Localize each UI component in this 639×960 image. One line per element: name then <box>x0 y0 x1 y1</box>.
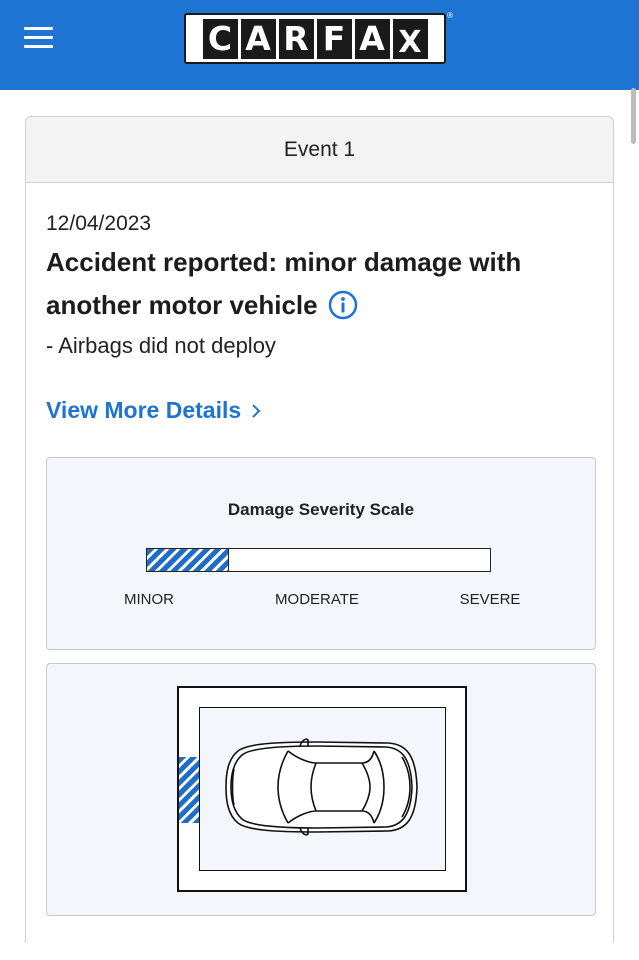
info-circle-icon[interactable] <box>328 290 358 320</box>
view-more-details-link[interactable] <box>46 397 261 424</box>
event-date: 12/04/2023 <box>46 212 152 235</box>
registered-mark: ® <box>447 11 453 20</box>
event-title <box>46 241 576 327</box>
page-scrollbar[interactable] <box>631 88 636 144</box>
severity-bar-fill <box>147 549 229 571</box>
damage-location-panel <box>46 663 596 916</box>
severity-label-severe: SEVERE <box>459 591 521 608</box>
severity-label-moderate: MODERATE <box>275 591 359 608</box>
severity-label-minor: MINOR <box>124 591 174 608</box>
event-title-text: Accident reported: minor damage with another motor vehicle <box>46 247 522 320</box>
logo-letter: R <box>279 19 314 59</box>
airbag-detail: - Airbags did not deploy <box>46 333 276 358</box>
event-heading: Event 1 <box>26 117 613 183</box>
app-header <box>0 0 639 90</box>
event-card <box>25 116 614 943</box>
impact-area-marker <box>179 757 199 823</box>
logo-letter: A <box>355 19 390 59</box>
logo-letter: F <box>317 19 352 59</box>
hamburger-menu-icon[interactable] <box>24 27 53 49</box>
logo-letter: C <box>203 19 238 59</box>
view-more-details-label: View More Details <box>46 397 242 423</box>
vehicle-diagram-frame <box>177 686 467 892</box>
damage-severity-panel <box>46 457 596 650</box>
car-top-view-icon <box>222 737 420 837</box>
chevron-right-icon <box>251 404 261 418</box>
severity-bar <box>146 548 491 572</box>
vehicle-diagram-area <box>199 707 446 871</box>
logo-letter: X <box>393 19 428 59</box>
logo-letter: A <box>241 19 276 59</box>
severity-scale-title: Damage Severity Scale <box>227 500 415 519</box>
carfax-logo[interactable] <box>184 11 453 64</box>
